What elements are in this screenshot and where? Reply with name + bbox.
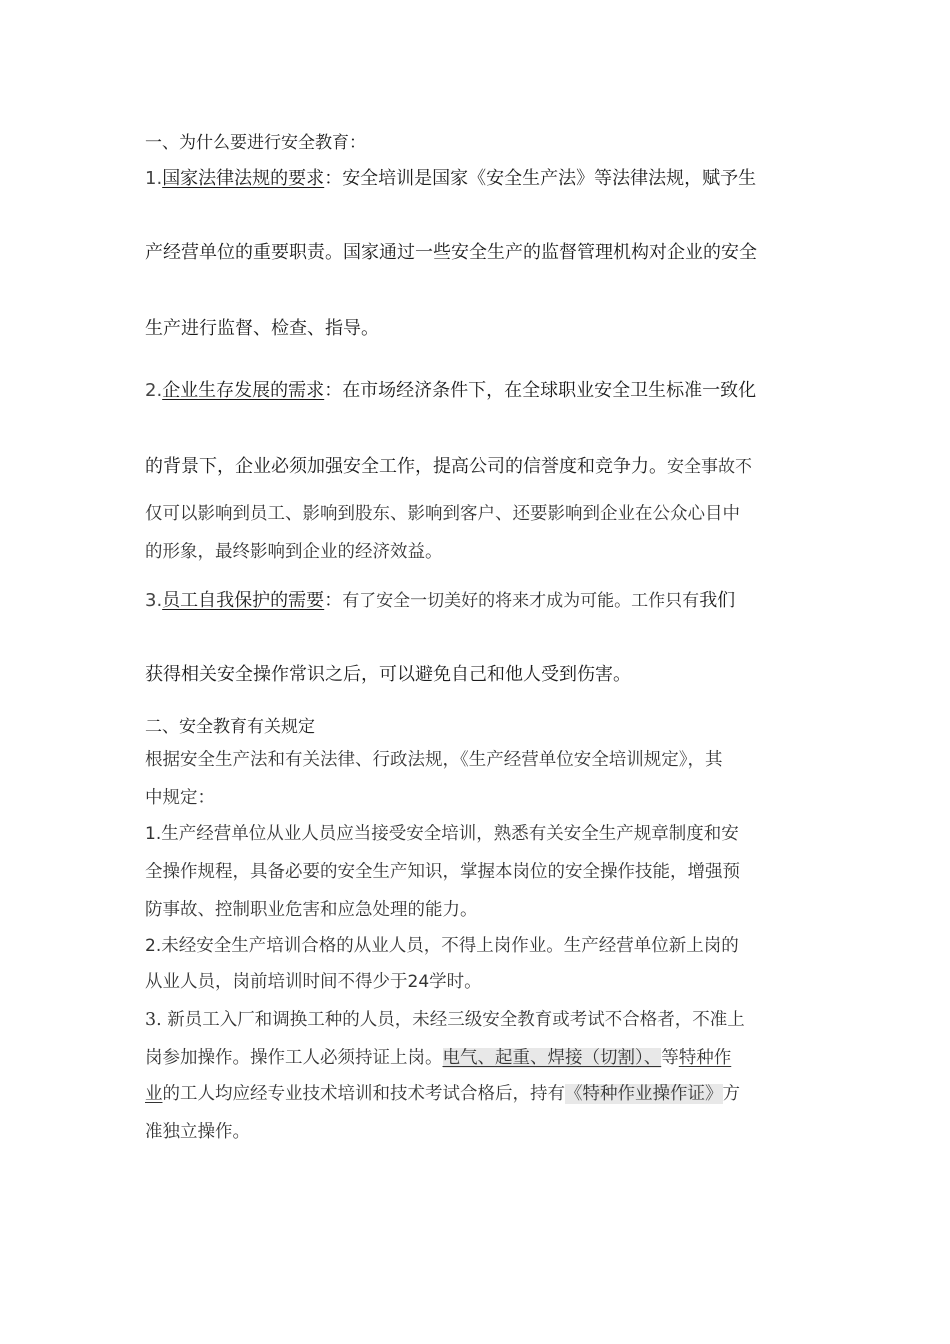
rule-3-line-1: 3. 新员工入厂和调换工种的人员，未经三级安全教育或考试不合格者，不准上 (145, 1010, 745, 1030)
rule-1-line-1 (145, 820, 810, 845)
paragraph-item-1-line-1 (145, 164, 810, 190)
rule-1-line-3: 防事故、控制职业危害和应急处理的能力。 (145, 900, 478, 920)
special-operation-link[interactable]: 特种作 (678, 1048, 732, 1068)
paragraph-item-2-line-1 (145, 376, 810, 402)
rule-2-line-1 (145, 932, 810, 957)
rule-number-value: 24 (407, 972, 430, 992)
item-text: 安全培训是国家《安全生产法》等法律法规，赋予生 (342, 168, 757, 189)
item-number: 3. (145, 590, 163, 611)
rule-text: 生产经营单位从业人员应当接受安全培训，熟悉有关安全生产规章制度和安 (161, 824, 739, 844)
special-operation-link-cont[interactable]: 业 (145, 1084, 163, 1104)
paragraph-item-2-line-4: 的形象，最终影响到企业的经济效益。 (145, 542, 443, 562)
item-text-light: 有了安全一切美好的将来才成为可能。工作只有 (342, 591, 700, 611)
paragraph-item-3-line-1 (145, 586, 810, 612)
item-title: 员工自我保护的需要 (162, 590, 325, 611)
rule-number: 1. (145, 824, 162, 844)
paragraph-item-1-line-2: 产经营单位的重要职责。国家通过一些安全生产的监督管理机构对企业的安全 (145, 242, 757, 263)
paragraph-item-2-line-2 (145, 452, 810, 478)
paragraph-item-1-line-3: 生产进行监督、检查、指导。 (145, 318, 379, 339)
rule-2-line-2 (145, 968, 810, 993)
item-colon: ： (324, 168, 343, 189)
rule-3-line-3 (145, 1080, 810, 1105)
item-title: 国家法律法规的要求 (162, 168, 325, 189)
intro-line-1: 根据安全生产法和有关法律、行政法规，《生产经营单位安全培训规定》，其 (145, 750, 723, 770)
rule-3-line-2 (145, 1044, 810, 1069)
item-text: 在市场经济条件下，在全球职业安全卫生标准一致化 (342, 380, 757, 401)
item-text-light: 安全事故不 (667, 457, 752, 477)
rule-3-line-4: 准独立操作。 (145, 1122, 250, 1142)
paragraph-item-2-line-3: 仅可以影响到员工、影响到股东、影响到客户、还要影响到企业在公众心目中 (145, 504, 740, 524)
rule-text: 学时。 (429, 972, 482, 992)
rule-text: 方 (722, 1084, 740, 1104)
rule-text: 未经安全生产培训合格的从业人员，不得上岗作业。生产经营单位新上岗的 (161, 936, 739, 956)
certificate-highlight: 《特种作业操作证》 (565, 1084, 723, 1104)
item-number: 1. (145, 168, 163, 189)
rule-1-line-2: 全操作规程，具备必要的安全生产知识，掌握本岗位的安全操作技能，增强预 (145, 862, 740, 882)
rule-text: 等 (661, 1048, 679, 1068)
item-text-bold: 我们 (699, 590, 736, 611)
rule-number: 2. (145, 936, 162, 956)
section-heading-2: 二、安全教育有关规定 (145, 717, 315, 737)
intro-line-2: 中规定： (145, 788, 215, 808)
rule-text: 岗参加操作。操作工人必须持证上岗。 (145, 1048, 443, 1068)
special-jobs-link[interactable]: 电气、起重、焊接（切割）、 (442, 1048, 662, 1068)
rule-text: 从业人员，岗前培训时间不得少于 (145, 972, 408, 992)
item-colon: ： (324, 590, 343, 611)
paragraph-item-3-line-2: 获得相关安全操作常识之后，可以避免自己和他人受到伤害。 (145, 664, 631, 685)
item-title: 企业生存发展的需求 (162, 380, 325, 401)
item-colon: ： (324, 380, 343, 401)
item-number: 2. (145, 380, 163, 401)
section-heading-1: 一、为什么要进行安全教育： (145, 133, 366, 153)
item-text-bold: 的背景下，企业必须加强安全工作，提高公司的信誉度和竞争力。 (145, 456, 667, 477)
rule-text: 的工人均应经专业技术培训和技术考试合格后，持有 (162, 1084, 565, 1104)
